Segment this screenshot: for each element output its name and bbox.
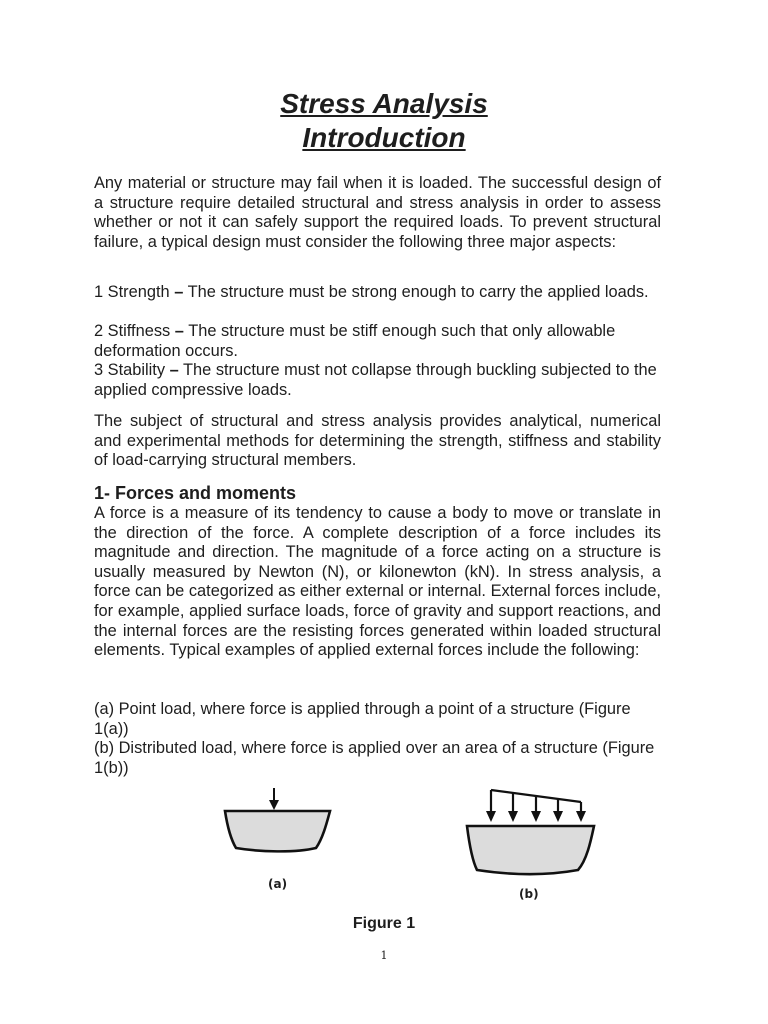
section-heading: 1- Forces and moments xyxy=(94,483,297,503)
figure-caption: Figure 1 xyxy=(352,915,416,932)
point-load-arrow-icon xyxy=(269,788,279,810)
aspect-dash: – xyxy=(174,322,184,340)
subject-paragraph: The subject of structural and stress analysis provides analytical, numerical and experimental methods for determining the strength, stiffness and stability of load-carrying structural members. xyxy=(94,412,661,470)
aspect-text: The structure must not collapse through buckling subjected to the applied compressive loads. xyxy=(94,361,657,399)
figure-1 xyxy=(0,780,768,920)
title-line-1: Stress Analysis xyxy=(280,88,488,119)
aspect-label: 3 Stability xyxy=(94,361,166,379)
aspect-strength xyxy=(94,283,661,303)
distributed-load-item: (b) Distributed load, where force is applied over an area of a structure (Figure 1(b)) xyxy=(94,739,655,777)
distributed-load-arrows-icon xyxy=(491,790,581,812)
aspect-stiffness xyxy=(94,322,661,361)
section-body: A force is a measure of its tendency to cause a body to move or translate in the direction of the force. A complete description of a force includes its magnitude and direction. The magnitude of a force acting on a structure is usually measured by Newton (N), or kilonewton (kN). In stress analysis, a force can be categorized as either external or internal. External forces include, for example, applied surface loads, force of gravity and support reactions, and the internal forces are the resisting forces generated within loaded structural elements. Typical examples of applied external forces include the following: xyxy=(94,504,661,660)
aspect-dash: – xyxy=(174,283,184,301)
aspect-dash: – xyxy=(169,361,179,379)
intro-paragraph: Any material or structure may fail when it is loaded. The successful design of a structure require detailed structural and stress analysis in order to assess whether or not it can safely support the required loads. To prevent structural failure, a typical design must consider the following three major aspects: xyxy=(94,174,661,251)
aspect-stability xyxy=(94,361,661,400)
aspect-label: 2 Stiffness xyxy=(94,322,171,340)
point-load-body xyxy=(225,811,330,851)
figure-1-illustration xyxy=(0,780,768,920)
title-line-2: Introduction xyxy=(302,122,466,153)
point-load-item: (a) Point load, where force is applied through a point of a structure (Figure 1(a)) xyxy=(94,700,631,738)
aspect-text: The structure must be strong enough to carry the applied loads. xyxy=(187,283,649,301)
distributed-load-body xyxy=(467,826,594,874)
aspect-label: 1 Strength xyxy=(94,283,170,301)
aspect-text: The structure must be stiff enough such that only allowable deformation occurs. xyxy=(94,322,616,360)
page-number: 1 xyxy=(380,949,388,962)
figure-label-a: (a) xyxy=(268,877,288,891)
distributed-load-arrowheads xyxy=(486,811,586,822)
figure-label-b: (b) xyxy=(519,887,539,901)
